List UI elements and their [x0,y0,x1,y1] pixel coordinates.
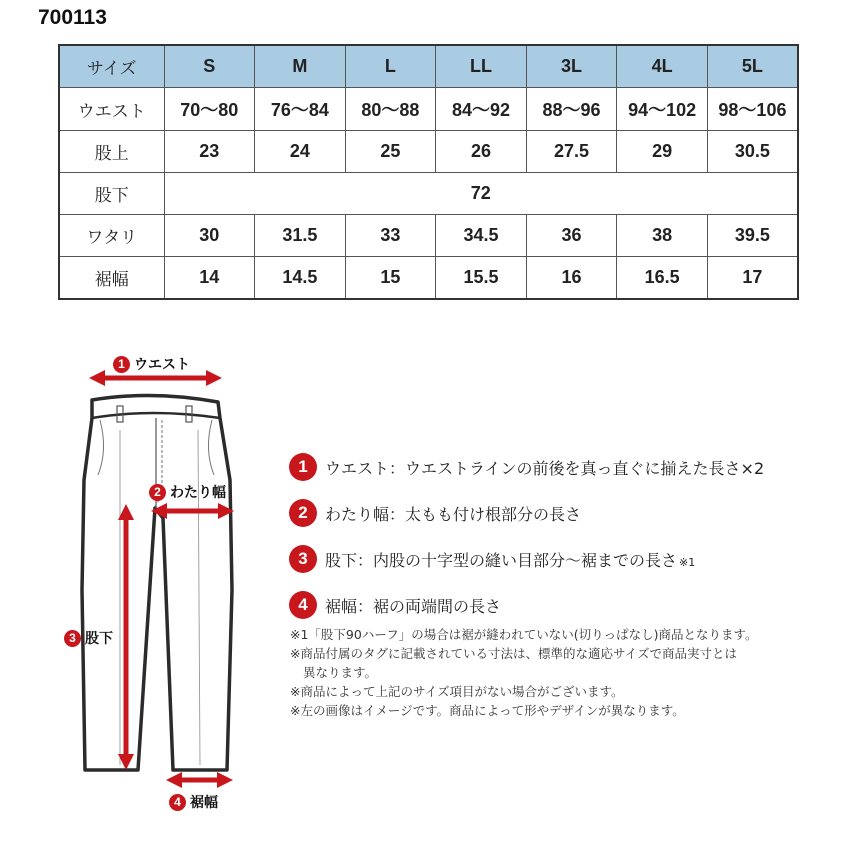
table-cell: 30.5 [707,131,798,173]
number-badge: 2 [289,499,317,527]
legend-footnote-ref: ※1 [679,555,696,569]
label-inseam [64,628,113,648]
legend-desc: ：太もも付け根部分の長さ [389,504,582,524]
row-label-waist: ウエスト [59,88,164,131]
pants-outline [82,395,232,770]
legend-text [325,456,764,479]
size-table [58,44,799,300]
size-l: L [345,45,436,88]
label-waist [113,354,190,374]
notes [290,625,810,720]
table-cell: 38 [617,215,708,257]
table-cell: 15.5 [436,256,527,299]
table-cell: 16.5 [617,256,708,299]
legend-desc: ：ウエストラインの前後を真っ直ぐに揃えた長さ×2 [389,458,765,478]
size-s: S [164,45,255,88]
table-cell: 94〜102 [617,88,708,131]
table-cell: 24 [255,131,346,173]
table-cell: 25 [345,131,436,173]
table-cell: 14.5 [255,256,346,299]
size-ll: LL [436,45,527,88]
number-badge: 2 [149,484,166,501]
note-line: ※1「股下90ハーフ」の場合は裾が縫われていない(切りっぱなし)商品となります。 [290,627,758,642]
table-cell: 27.5 [526,131,617,173]
table-cell: 88〜96 [526,88,617,131]
table-cell-merged: 72 [164,173,798,215]
label-text: 裾幅 [190,795,218,811]
legend-item-hem [289,582,829,628]
legend-term: ウエスト [325,458,390,478]
number-badge: 3 [64,630,81,647]
size-header-label: サイズ [59,45,164,88]
number-badge: 1 [113,356,130,373]
size-4l: 4L [617,45,708,88]
table-row-inseam [59,173,798,215]
note-line: ※商品によって上記のサイズ項目がない場合がございます。 [290,684,624,699]
legend-text [325,548,695,571]
legend-term: 裾幅 [325,596,358,616]
table-cell: 70〜80 [164,88,255,131]
table-cell: 15 [345,256,436,299]
table-row-thigh [59,215,798,257]
label-hem [169,792,218,812]
legend-item-thigh [289,490,829,536]
number-badge: 1 [289,453,317,481]
table-cell: 34.5 [436,215,527,257]
table-row-rise [59,131,798,173]
label-text: わたり幅 [170,485,226,501]
label-text: ウエスト [134,357,190,373]
row-label-hem: 裾幅 [59,256,164,299]
size-3l: 3L [526,45,617,88]
legend-text [325,502,581,525]
table-cell: 14 [164,256,255,299]
table-cell: 16 [526,256,617,299]
legend-text [325,594,501,617]
note-line: 異なります。 [303,665,378,680]
legend-term: わたり幅 [325,504,390,524]
table-cell: 29 [617,131,708,173]
product-code: 700113 [38,6,107,29]
table-cell: 36 [526,215,617,257]
legend-item-inseam [289,536,829,582]
table-cell: 17 [707,256,798,299]
table-cell: 23 [164,131,255,173]
size-5l: 5L [707,45,798,88]
legend-item-waist [289,444,829,490]
table-cell: 98〜106 [707,88,798,131]
measurement-legend [289,444,829,628]
legend-desc: ：内股の十字型の縫い目部分〜裾までの長さ [357,550,678,570]
label-thigh [149,482,226,502]
row-label-thigh: ワタリ [59,215,164,257]
table-cell: 76〜84 [255,88,346,131]
table-cell: 26 [436,131,527,173]
legend-term: 股下 [325,550,358,570]
size-header-row [59,45,798,88]
pants-diagram [0,340,290,820]
size-m: M [255,45,346,88]
table-row-hem [59,256,798,299]
label-text: 股下 [85,631,113,647]
table-cell: 30 [164,215,255,257]
row-label-rise: 股上 [59,131,164,173]
row-label-inseam: 股下 [59,173,164,215]
table-cell: 39.5 [707,215,798,257]
pants-illustration [0,340,290,820]
number-badge: 4 [169,794,186,811]
note-line: ※商品付属のタグに記載されている寸法は、標準的な適応サイズで商品実寸とは [290,646,737,661]
number-badge: 3 [289,545,317,573]
table-row-waist [59,88,798,131]
note-line: ※左の画像はイメージです。商品によって形やデザインが異なります。 [290,703,685,718]
legend-desc: ：裾の両端間の長さ [357,596,502,616]
table-cell: 33 [345,215,436,257]
table-cell: 31.5 [255,215,346,257]
table-cell: 80〜88 [345,88,436,131]
number-badge: 4 [289,591,317,619]
table-cell: 84〜92 [436,88,527,131]
